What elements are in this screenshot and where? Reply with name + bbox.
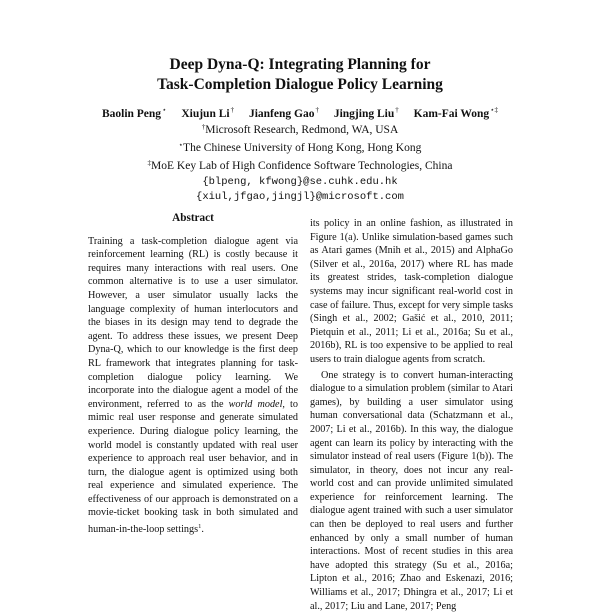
title-line-1: Deep Dyna-Q: Integrating Planning for	[169, 56, 431, 73]
author-wong: Kam-Fai Wong⋆‡	[413, 106, 499, 120]
affiliation-microsoft: †Microsoft Research, Redmond, WA, USA	[201, 123, 399, 136]
author-liu: Jingjing Liu†	[333, 106, 399, 120]
intro-column	[310, 217, 513, 613]
email-cuhk: {blpeng, kfwong}@se.cuhk.edu.hk	[202, 175, 398, 188]
world-model-term: world model	[228, 398, 283, 410]
email-microsoft: {xiul,jfgao,jingjl}@microsoft.com	[196, 190, 404, 203]
affiliation-moe: ‡MoE Key Lab of High Confidence Software Technologies, China	[147, 159, 453, 173]
author-li: Xiujun Li†	[181, 106, 235, 120]
abstract-text: Training a task-completion dialogue agent via reinforcement learning (RL) is costly because it requires many interactions with real users. One common alternative is to use a user simulator. However, a user simulator usually lacks the language complexity of human interlocutors and the biases in its design may tend to degrade the agent. To address these issues, we present Deep Dyna-Q, which to our knowledge is the first deep RL framework that integrates planning for task-completion dialogue policy learning. We incorporate into the dialogue agent a model of the environment, referred to as the world model, to mimic real user response and generate simulated experience. During dialogue policy learning, the world model is constantly updated with real user experience to approach real user behavior, and in turn, the dialogue agent is optimized using both real experience and simulated experience. The effectiveness of our approach is demonstrated on a movie-ticket booking task in both simulated and human-in-the-loop settings$^1$.	[88, 235, 298, 536]
abstract-section	[88, 212, 298, 537]
author-peng: Baolin Peng⋆	[101, 106, 167, 120]
title-line-2: Task-Completion Dialogue Policy Learning	[157, 76, 443, 93]
footnote-mark: 1	[198, 523, 202, 531]
author-gao: Jianfeng Gao†	[248, 106, 319, 120]
affiliations	[0, 120, 600, 205]
abstract-heading: Abstract	[172, 212, 214, 224]
affiliation-cuhk: ⋆The Chinese University of Hong Kong, Hong Kong	[178, 141, 422, 155]
paper-title	[0, 55, 600, 95]
author-list	[0, 102, 600, 122]
intro-paragraph-1: its policy in an online fashion, as illustrated in Figure 1(a). Unlike simulation-based games such as Atari games (Mnih et al., 2015) and AlphaGo (Silver et al., 2016a, 2017) where RL has made its greatest strides, task-completion dialogue systems may incur significant real-world cost in case of failure. Thus, except for very simple tasks (Singh et al., 2002; Gašić et al., 2010, 2011; Pietquin et al., 2011; Li et al., 2016a; Su et al., 2016b), RL is too expensive to be applied to real users to train dialogue agents from scratch.	[310, 218, 513, 365]
intro-paragraph-2: One strategy is to convert human-interacting dialogue to a simulation problem (similar to Atari games), by building a user simulator using human conversational data (Schatzmann et al., 2007; Li et al., 2016b). In this way, the dialogue agent can learn its policy by interacting with the simulator instead of real users (Figure 1(b)). The simulator, in theory, does not incur any real-world cost and can provide unlimited simulated experience for reinforcement learning. The dialogue agent trained with such a user simulator can then be deployed to real users and further enhanced by only a small number of human interactions. Most of recent studies in this area have adopted this strategy (Su et al., 2016a; Lipton et al., 2016; Zhao and Eskenazi, 2016; Williams et al., 2017; Dhingra et al., 2017; Li et al., 2017; Liu and Lane, 2017; Peng	[310, 369, 513, 612]
